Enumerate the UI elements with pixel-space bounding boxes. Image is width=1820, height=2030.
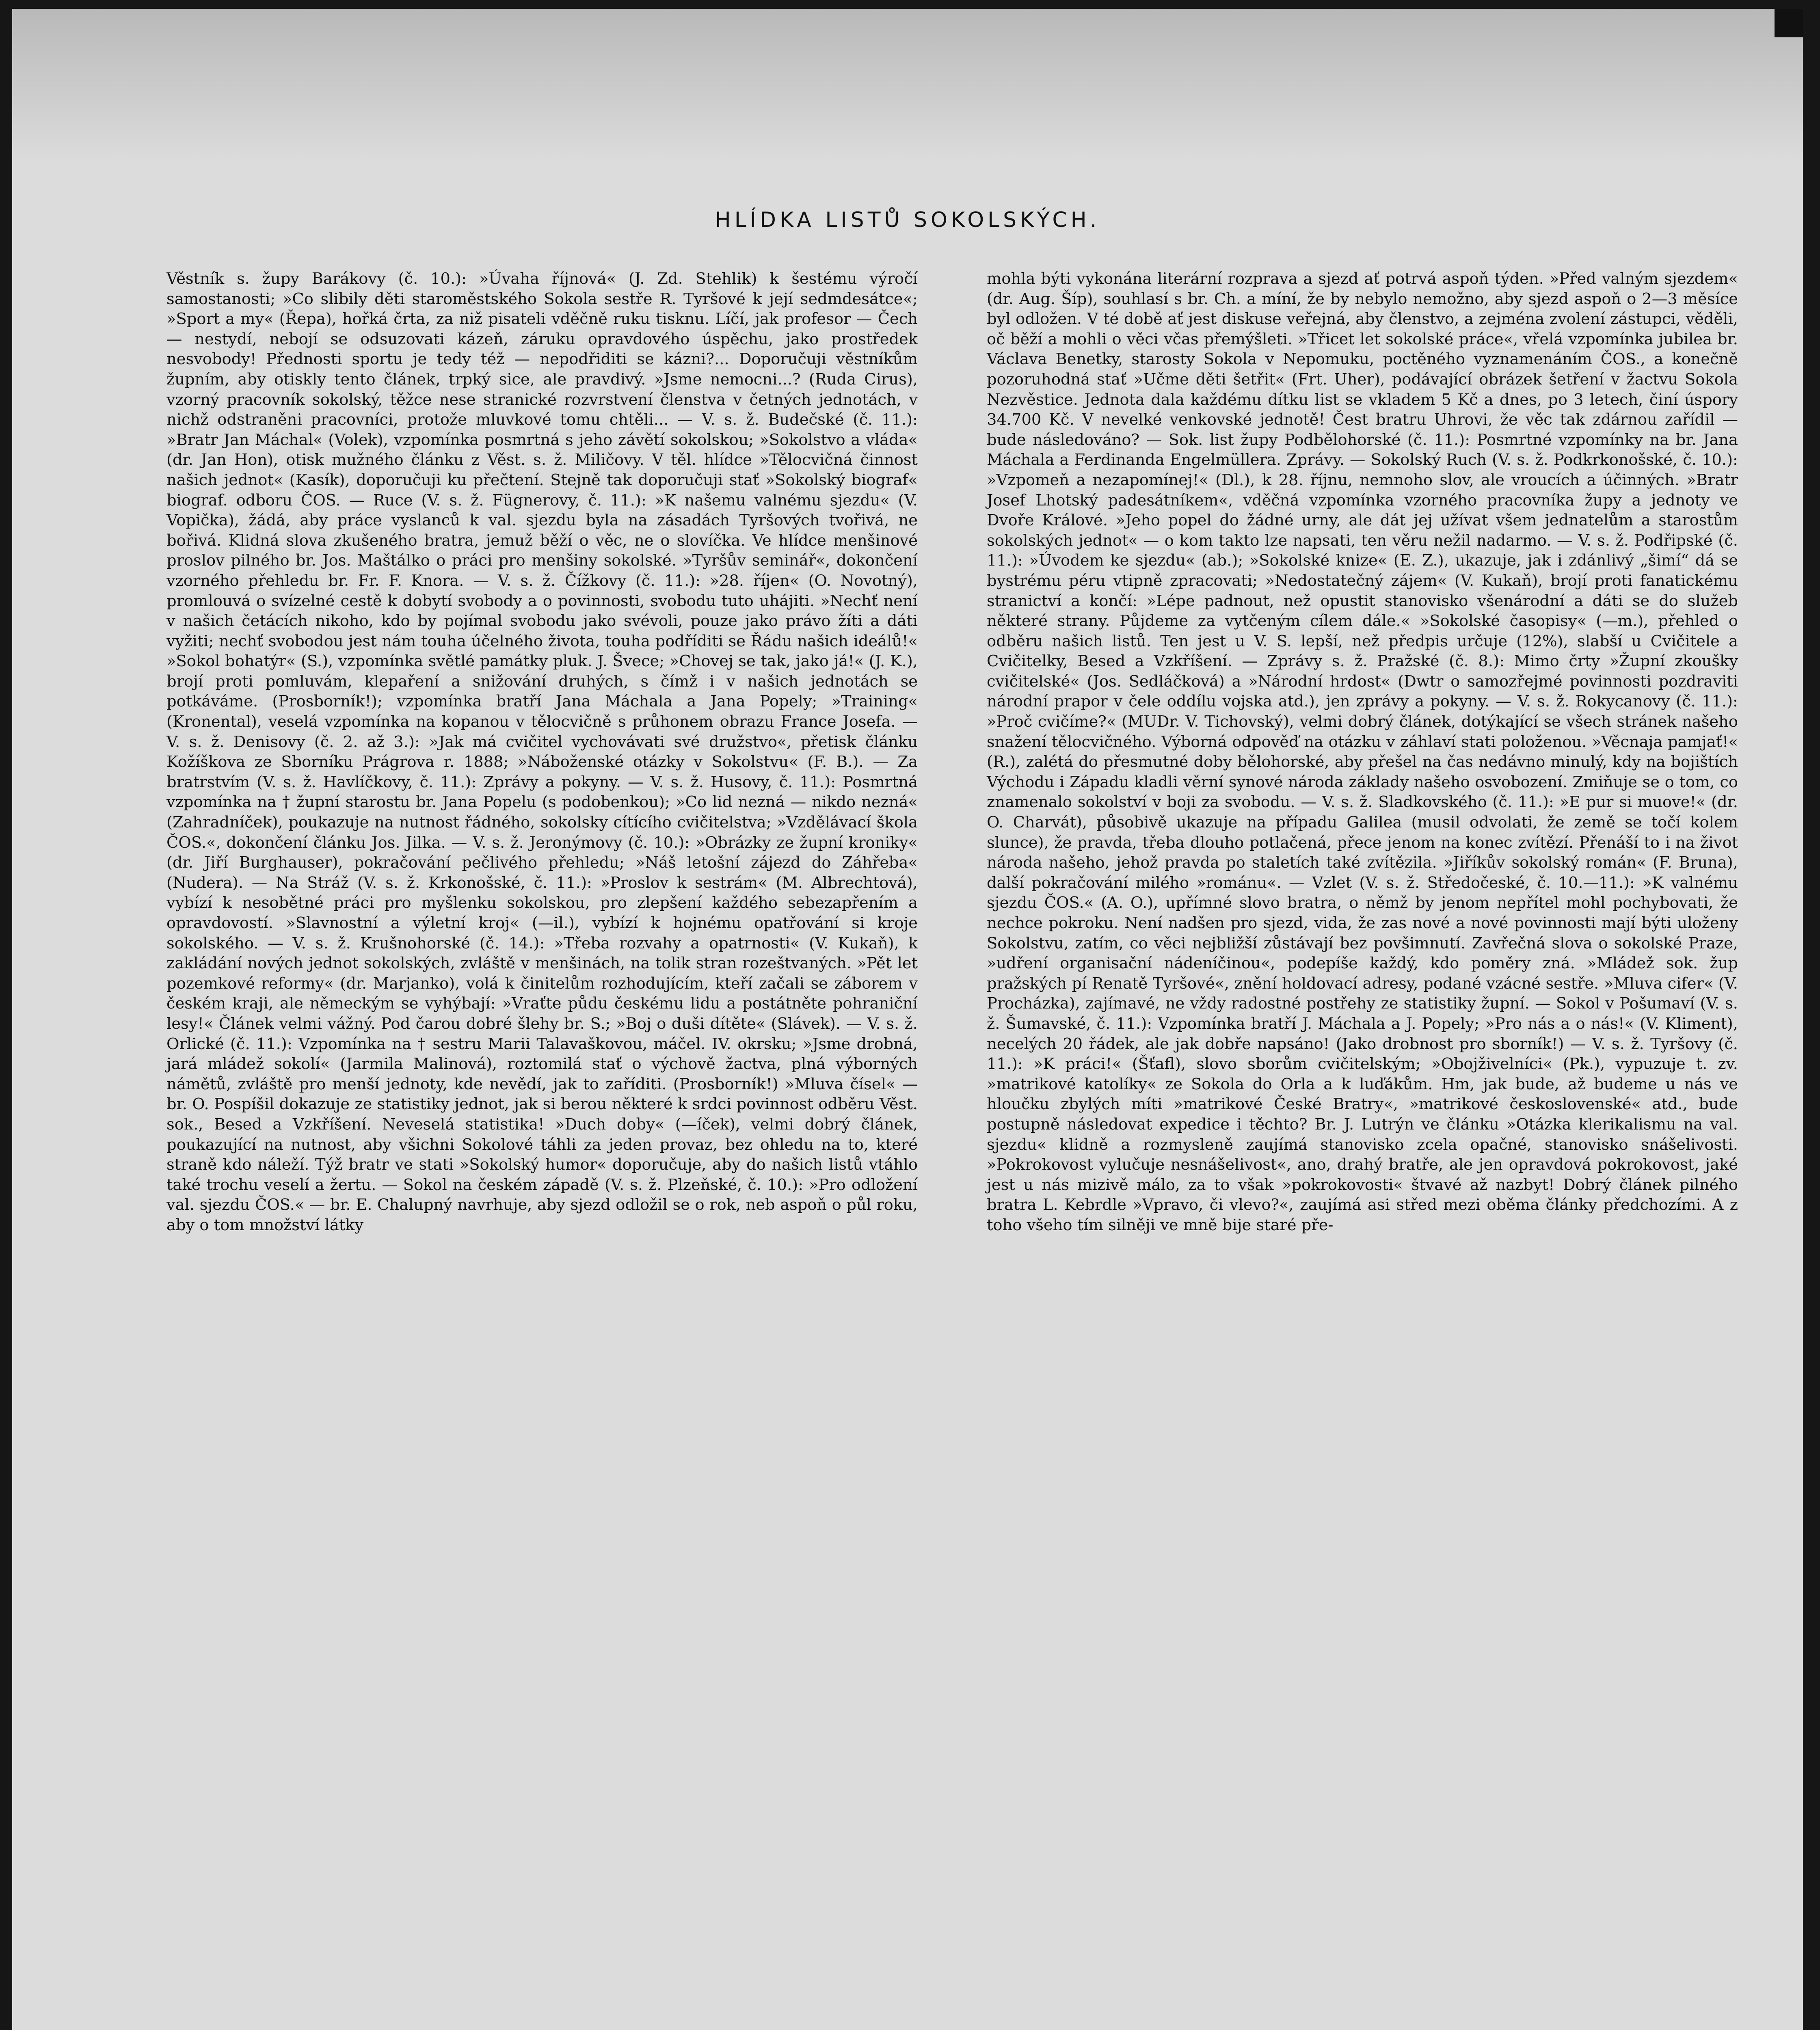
text-column-left: [166, 269, 918, 1235]
text-column-right: [987, 269, 1738, 1235]
column-text: mohla býti vykonána literární rozprava a sjezd ať potrvá aspoň týden. »Před valným sjezdem« (dr. Aug. Šíp), souhlasí s br. Ch. a míní, že by nebylo nemožno, aby sjezd aspoň o 2—3 měsíce byl odložen. V té době ať jest diskuse veřejná, aby členstvo, a zejména zvolení zástupci, věděli, oč běží a mohli o věci včas přemýšleti. »Třicet let sokolské práce«, vřelá vzpomínka jubilea br. Václava Benetky, starosty Sokola v Nepomuku, poctěného vyznamenáním ČOS., a konečně pozoruhodná stať »Učme děti šetřit« (Frt. Uher), podávající obrázek šetření v žactvu Sokola Nezvěstice. Jednota dala každému dítku list se vkladem 5 Kč a dnes, po 3 letech, činí úspory 34.700 Kč. V nevelké venkovské jednotě! Čest bratru Uhrovi, že věc tak zdárnou zařídil — bude následováno? — Sok. list župy Podbělohorské (č. 11.): Posmrtné vzpomínky na br. Jana Máchala a Ferdinanda Engelmüllera. Zprávy. — Sokolský Ruch (V. s. ž. Podkrkonošské, č. 10.): »Vzpomeň a nezapomínej!« (Dl.), k 28. říjnu, nemnoho slov, ale vroucích a účinných. »Bratr Josef Lhotský padesátníkem«, vděčná vzpomínka vzorného pracovníka župy a jednoty ve Dvoře Králové. »Jeho popel do žádné urny, ale dát jej užívat všem jednatelům a starostům sokolských jednot« — o kom takto lze napsati, ten věru nežil nadarmo. — V. s. ž. Podřipské (č. 11.): »Úvodem ke sjezdu« (ab.); »Sokolské knize« (E. Z.), ukazuje, jak i zdánlivý „šimí“ dá se bystrému péru vtipně zpracovati; »Nedostatečný zájem« (V. Kukaň), brojí proti fanatickému stranictví a končí: »Lépe padnout, než opustit stanovisko všenárodní a dáti se do služeb některé strany. Půjdeme za vytčeným cílem dále.« »Sokolské časopisy« (—m.), přehled o odběru našich listů. Ten jest u V. S. lepší, než předpis určuje (12%), slabší u Cvičitele a Cvičitelky, Besed a Vzkříšení. — Zprávy s. ž. Pražské (č. 8.): Mimo črty »Župní zkoušky cvičitelské« (Jos. Sedláčková) a »Národní hrdost« (Dwtr o samozřejmé povinnosti pozdraviti národní prapor v čele oddílu vojska atd.), jen zprávy a pokyny. — V. s. ž. Rokycanovy (č. 11.): »Proč cvičíme?« (MUDr. V. Tichovský), velmi dobrý článek, dotýkající se všech stránek našeho snažení tělocvičného. Výborná odpověď na otázku v záhlaví stati položenou. »Věcnaja pamjať!« (R.), zalétá do přesmutné doby bělohorské, aby přešel na čas nedávno minulý, kdy na bojištích Východu i Západu kladli věrní synové národa základy našeho osvobození. Zmiňuje se o tom, co znamenalo sokolství v boji za svobodu. — V. s. ž. Sladkovského (č. 11.): »E pur si muove!« (dr. O. Charvát), působivě ukazuje na případu Galilea (musil odvolati, že země se točí kolem slunce), že pravda, třeba dlouho potlačená, přece jenom na konec zvítězí. Přenáší to i na život národa našeho, jehož pravda po staletích také zvítězila. »Jiříkův sokolský román« (F. Bruna), další pokračování milého »románu«. — Vzlet (V. s. ž. Středočeské, č. 10.—11.): »K valnému sjezdu ČOS.« (A. O.), upřímné slovo bratra, o němž by jenom nepřítel mohl pochybovati, že nechce pokroku. Není nadšen pro sjezd, vida, že zas nové a nové povinnosti mají býti uloženy Sokolstvu, zatím, co věci nejbližší zůstávají bez povšimnutí. Zavřečná slova o sokolské Praze, »udření organisační nádeníčinou«, podepíše každý, kdo poměry zná. »Mládež sok. žup pražských pí Renatě Tyršové«, znění holdovací adresy, podané vzácné sestře. »Mluva cifer« (V. Procházka), zajímavé, ne vždy radostné postřehy ze statistiky župní. — Sokol v Pošumaví (V. s. ž. Šumavské, č. 11.): Vzpomínka bratří J. Máchala a J. Popely; »Pro nás a o nás!« (V. Kliment), necelých 20 řádek, ale jak dobře napsáno! (Jako drobnost pro sborník!) — V. s. ž. Tyršovy (č. 11.): »K práci!« (Šťafl), slovo sborům cvičitelským; »Obojživelníci« (Pk.), vypuzuje t. zv. »matrikové katolíky« ze Sokola do Orla a k luďákům. Hm, jak bude, až budeme u nás ve hloučku zbylých míti »matrikové České Bratry«, »matrikové československé« atd., bude postupně následovat expedice i těchto? Br. J. Lutrýn ve článku »Otázka klerikalismu na val. sjezdu« klidně a rozmysleně zaujímá stanovisko zcela opačné, stanovisko snášelivosti. »Pokrokovost vylučuje nesnášelivost«, ano, drahý bratře, ale jen opravdová pokrokovost, jaké jest u nás mizivě málo, za to však »pokrokovosti« štvavé až nazbyt! Dobrý článek pilného bratra L. Kebrdle »Vpravo, či vlevo?«, zaujímá asi střed mezi oběma články předchozími. A z toho všeho tím silněji ve mně bije staré pře-: [987, 270, 1738, 1234]
corner-mark: [1775, 9, 1803, 37]
column-text: Věstník s. župy Barákovy (č. 10.): »Úvaha říjnová« (J. Zd. Stehlik) k šestému výročí samostanosti; »Co slibily děti staroměstského Sokola sestře R. Tyršové k její sedmdesátce«; »Sport a my« (Řepa), hořká črta, za niž pisateli vděčně ruku tisknu. Líčí, jak profesor — Čech — nestydí, nebojí se odsuzovati kázeň, záruku opravdového úspěchu, jako prostředek nesvobody! Přednosti sportu je tedy též — nepodřiditi se kázni?... Doporučuji věstníkům župním, aby otiskly tento článek, trpký sice, ale pravdivý. »Jsme nemocni...? (Ruda Cirus), vzorný pracovník sokolský, těžce nese stranické rozvrstvení členstva v četných jednotách, v nichž odstraněni pracovníci, protože mluvkové tomu chtěli... — V. s. ž. Budečské (č. 11.): »Bratr Jan Máchal« (Volek), vzpomínka posmrtná s jeho závětí sokolskou; »Sokolstvo a vláda« (dr. Jan Hon), otisk mužného článku z Věst. s. ž. Miličovy. V těl. hlídce »Tělocvičná činnost našich jednot« (Kasík), doporučuji ku přečtení. Stejně tak doporučuji stať »Sokolský biograf« biograf. odboru ČOS. — Ruce (V. s. ž. Fügnerovy, č. 11.): »K našemu valnému sjezdu« (V. Vopička), žádá, aby práce vyslanců k val. sjezdu byla na zásadách Tyršových tvořivá, ne bořivá. Klidná slova zkušeného bratra, jemuž běží o věc, ne o slovíčka. Ve hlídce menšinové proslov pilného br. Jos. Maštálko o práci pro menšiny sokolské. »Tyršův seminář«, dokončení vzorného přehledu br. Fr. F. Knora. — V. s. ž. Čížkovy (č. 11.): »28. říjen« (O. Novotný), promlouvá o svízelné cestě k dobytí svobody a o povinnosti, svobodu tuto uhájiti. »Nechť není v našich četácích nikoho, kdo by pojímal svobodu jako svévoli, pouze jako právo žíti a dáti vyžiti; nechť svobodou jest nám touha účelného života, touha podříditi se Řádu našich ideálů!« »Sokol bohatýr« (S.), vzpomínka světlé památky pluk. J. Švece; »Chovej se tak, jako já!« (J. K.), brojí proti pomluvám, klepaření a snižování druhých, s čímž i v našich jednotách se potkáváme. (Prosborník!); vzpomínka bratří Jana Máchala a Jana Popely; »Training« (Kronental), veselá vzpomínka na kopanou v tělocvičně s průhonem obrazu France Josefa. — V. s. ž. Denisovy (č. 2. až 3.): »Jak má cvičitel vychovávati své družstvo«, přetisk článku Kožíškova ze Sborníku Prágrova r. 1888; »Náboženské otázky v Sokolstvu« (F. B.). — Za bratrstvím (V. s. ž. Havlíčkovy, č. 11.): Zprávy a pokyny. — V. s. ž. Husovy, č. 11.): Posmrtná vzpomínka na † župní starostu br. Jana Popelu (s podobenkou); »Co lid nezná — nikdo nezná« (Zahradníček), poukazuje na nutnost řádného, sokolsky cítícího cvičitelstva; »Vzdělávací škola ČOS.«, dokončení článku Jos. Jilka. — V. s. ž. Jeronýmovy (č. 10.): »Obrázky ze župní kroniky« (dr. Jiří Burghauser), pokračování pečlivého přehledu; »Náš letošní zájezd do Záhřeba« (Nudera). — Na Stráž (V. s. ž. Krkonošské, č. 11.): »Proslov k sestrám« (M. Albrechtová), vybízí k nesobětné práci pro myšlenku sokolskou, pro zlepšení každého sebezapřením a opravdovostí. »Slavnostní a výletní kroj« (—il.), vybízí k hojnému opatřování si kroje sokolského. — V. s. ž. Krušnohorské (č. 14.): »Třeba rozvahy a opatrnosti« (V. Kukaň), k zakládání nových jednot sokolských, zvláště v menšinách, na tolik stran rozeštvaných. »Pět let pozemkové reformy« (dr. Marjanko), volá k činitelům rozhodujícím, kteří začali se záborem v českém kraji, ale německým se vyhýbají: »Vraťte půdu českému lidu a postátněte pohraniční lesy!« Článek velmi vážný. Pod čarou dobré šlehy br. S.; »Boj o duši dítěte« (Slávek). — V. s. ž. Orlické (č. 11.): Vzpomínka na † sestru Marii Talavaškovou, máčel. IV. okrsku; »Jsme drobná, jará mládež sokolí« (Jarmila Malinová), roztomilá stať o výchově žactva, plná výborných námětů, zvláště pro menší jednoty, kde nevědí, jak to zaříditi. (Prosborník!) »Mluva čísel« — br. O. Pospíšil dokazuje ze statistiky jednot, jak si berou některé k srdci povinnost odběru Věst. sok., Besed a Vzkříšení. Neveselá statistika! »Duch doby« (—íček), velmi dobrý článek, poukazující na nutnost, aby všichni Sokolové táhli za jeden provaz, bez ohledu na to, které straně kdo náleží. Týž bratr ve stati »Sokolský humor« doporučuje, aby do našich listů vtáhlo také trochu veselí a žertu. — Sokol na českém západě (V. s. ž. Plzeňské, č. 10.): »Pro odložení val. sjezdu ČOS.« — br. E. Chalupný navrhuje, aby sjezd odložil se o rok, neb aspoň o půl roku, aby o tom množství látky: [166, 270, 918, 1234]
document-page: [12, 9, 1803, 2030]
page-title: HLÍDKA LISTŮ SOKOLSKÝCH.: [715, 208, 1100, 232]
